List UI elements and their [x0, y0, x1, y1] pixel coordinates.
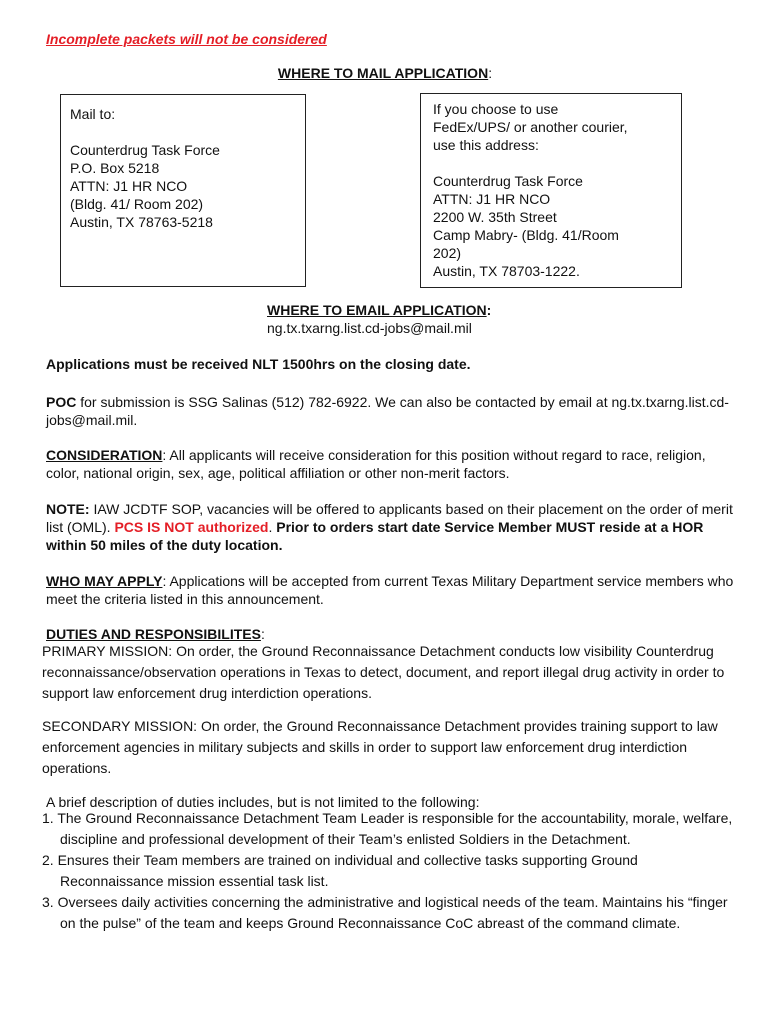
courier-intro-2: FedEx/UPS/ or another courier, [433, 119, 628, 135]
courier-line-6: Austin, TX 78703-1222. [433, 263, 580, 279]
email-title-text: WHERE TO EMAIL APPLICATION [267, 302, 487, 318]
duties-list [42, 808, 742, 934]
pcs-not-authorized: PCS IS NOT authorized [114, 519, 269, 535]
poc-paragraph [46, 393, 736, 429]
mail-line-4: (Bldg. 41/ Room 202) [70, 196, 204, 212]
note-paragraph [46, 500, 736, 554]
email-title-suffix: : [486, 302, 492, 318]
mail-to-box [60, 94, 306, 287]
courier-line-5: 202) [433, 245, 462, 261]
deadline-text: Applications must be received NLT 1500hrs on the closing date. [46, 356, 471, 372]
email-section [267, 301, 491, 337]
duty-item-3: 3. Oversees daily activities concerning the administrative and logistical needs of the team. Maintains his “finger on the pulse” of the team and keeps Ground Reconnaissance CoC abreast of the command climate. [42, 894, 728, 931]
who-may-apply-label: WHO MAY APPLY [46, 573, 163, 589]
courier-intro-1: If you choose to use [433, 101, 559, 117]
courier-line-2: ATTN: J1 HR NCO [433, 191, 551, 207]
courier-line-4: Camp Mabry- (Bldg. 41/Room [433, 227, 619, 243]
who-may-apply-text: : Applications will be accepted from current Texas Military Department service members who meet the criteria listed in this announcement. [46, 573, 734, 607]
mail-title-text: WHERE TO MAIL APPLICATION [277, 65, 489, 81]
duty-item-2: 2. Ensures their Team members are trained on individual and collective tasks supporting Ground Reconnaissance mission essential task list. [42, 852, 638, 889]
duty-item-1: 1. The Ground Reconnaissance Detachment Team Leader is responsible for the accountability, morale, welfare, discipline and professional development of their Team’s enlisted Soldiers in the Detachment. [42, 810, 733, 847]
email-address: ng.tx.txarng.list.cd-jobs@mail.mil [267, 320, 472, 336]
mail-to-heading: Mail to: [70, 106, 116, 122]
email-section-title [267, 301, 491, 319]
duties-suffix: : [260, 626, 265, 642]
secondary-mission: SECONDARY MISSION: On order, the Ground Reconnaissance Detachment provides training support to law enforcement agencies in military subjects and skills in order to support law enforcement drug interdiction operations. [42, 718, 718, 776]
consideration-label: CONSIDERATION [46, 447, 163, 463]
duties-intro: A brief description of duties includes, but is not limited to the following: [46, 794, 480, 810]
who-may-apply-paragraph [46, 572, 736, 608]
mail-section-title [0, 64, 770, 82]
mail-line-2: P.O. Box 5218 [70, 160, 160, 176]
poc-label: POC [46, 394, 77, 410]
consideration-paragraph [46, 446, 736, 482]
primary-mission: PRIMARY MISSION: On order, the Ground Reconnaissance Detachment conducts low visibility Counterdrug reconnaissance/observation operations in Texas to detect, document, and report illegal drug activity in order to support law enforcement drug interdiction operations. [42, 643, 725, 701]
mail-title-suffix: : [488, 65, 493, 81]
courier-line-3: 2200 W. 35th Street [433, 209, 557, 225]
courier-line-1: Counterdrug Task Force [433, 173, 583, 189]
poc-text: for submission is SSG Salinas (512) 782-6922. We can also be contacted by email at ng.tx.txarng.list.cd-jobs@mail.mil. [46, 394, 729, 428]
duties-label: DUTIES AND RESPONSIBILITES [46, 626, 261, 642]
mail-line-3: ATTN: J1 HR NCO [70, 178, 188, 194]
note-label: NOTE: [46, 501, 90, 517]
note-bold-tail: Prior to orders start date Service Member MUST reside at a HOR within 50 miles of the duty location. [46, 519, 704, 553]
mail-line-5: Austin, TX 78763-5218 [70, 214, 213, 230]
courier-box [420, 93, 682, 288]
note-after-red: . [268, 519, 277, 535]
note-text: IAW JCDTF SOP, vacancies will be offered to applicants based on their placement on the order of merit list (OML). [46, 501, 733, 535]
mail-line-1: Counterdrug Task Force [70, 142, 220, 158]
consideration-text: : All applicants will receive consideration for this position without regard to race, religion, color, national origin, sex, age, political affiliation or other non-merit factors. [46, 447, 706, 481]
incomplete-packets-warning: Incomplete packets will not be considered [46, 31, 327, 47]
courier-intro-3: use this address: [433, 137, 539, 153]
